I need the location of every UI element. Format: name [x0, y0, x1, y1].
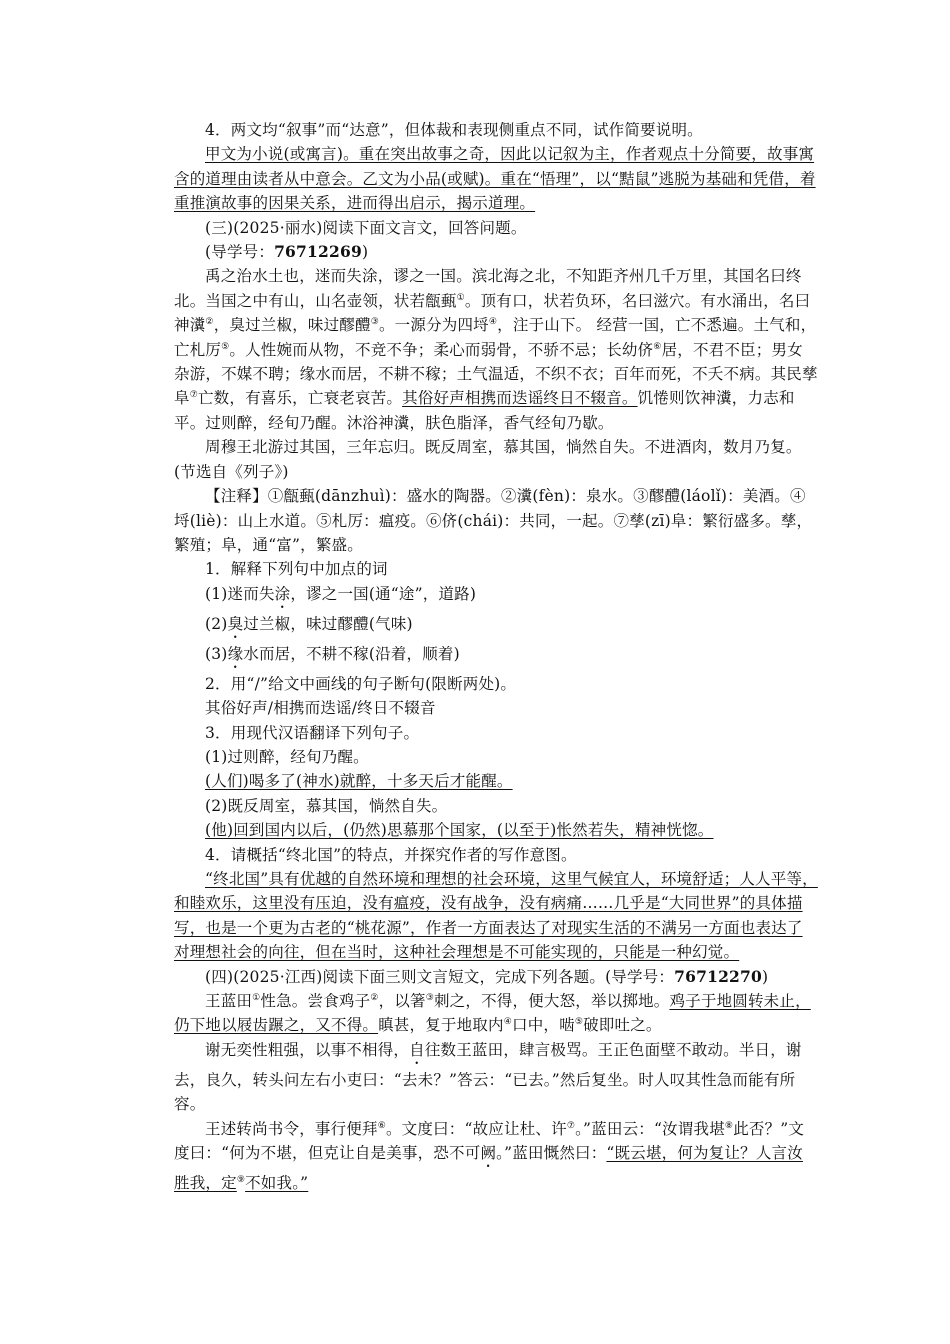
section3-notes: 【注释】①甔甀(dānzhuì)：盛水的陶器。②瀵(fèn)：泉水。③醪醴(láolǐ)：美酒。④埒(liè)：山上水道。⑤札厉：瘟疫。⑥侪(chái)：共同，一起。⑦孳(zī)阜：繁衍盛多。孳，繁殖；阜，通“富”，繁盛。: [174, 487, 813, 554]
section3-question-4: 4．请概括“终北国”的特点，并探究作者的写作意图。: [205, 845, 577, 864]
section4-story-2: [174, 1038, 818, 1117]
item-text: ，谬之一国(通“途”，道路): [290, 584, 477, 603]
passage-text: 饥惓则饮神瀵，力志和平。过则醉，经旬乃醒。沐浴神瀵，肤色脂泽，香气经旬乃歇。: [174, 389, 795, 432]
section4-header: [174, 965, 818, 989]
passage-text: 亡数，有喜乐，亡衰老哀苦。: [197, 389, 403, 408]
dotted-word: 自: [409, 1040, 425, 1059]
item-text: (3): [205, 644, 228, 663]
guide-close: ): [361, 243, 369, 262]
story-text: 破即吐之。: [583, 1016, 662, 1035]
section3-question-2: 2．用“/”给文中画线的句子断句(限断两处)。: [205, 674, 517, 693]
header-text: (四)(2025·江西)阅读下面三则文言短文，完成下列各题。(导学号：: [205, 967, 675, 986]
section3-question-3: 3．用现代汉语翻译下列句子。: [205, 723, 420, 742]
passage-text: 居，不君不臣；男女杂游，不媒不聘；缘水而居，不耕不稼；土气温适，不织不衣；百年而死，不夭不病。其民孳阜: [174, 340, 818, 408]
footnote-mark: ③: [425, 992, 434, 1003]
footnote-mark: ①: [252, 992, 261, 1003]
underlined-sentence: 其俗好声相携而迭谣终日不辍音。: [402, 389, 638, 408]
guide-label: (导学号：: [205, 243, 275, 262]
section3-q3-item-2: (2)既反周室，慕其国，惝然自失。: [205, 796, 448, 815]
dotted-word: 缘: [227, 644, 244, 663]
section3-q3-answer-2: [174, 818, 818, 842]
story-text: 王蓝田: [205, 992, 253, 1010]
passage-text: ，臭过兰椒，味过醪醴: [213, 316, 371, 335]
dotted-word: 臭: [227, 614, 244, 633]
story-text: 口中，: [512, 1016, 560, 1035]
footnote-mark: ⑦: [189, 390, 198, 401]
footnote-mark: ⑨: [236, 1174, 246, 1185]
footnote-mark: ②: [370, 992, 379, 1003]
footnote-mark: ⑦: [566, 1120, 576, 1131]
footnote-mark: ①: [456, 292, 465, 303]
section3-q1-item-3: [174, 642, 818, 672]
section3-answer-2: 其俗好声/相携而迭谣/终日不辍音: [205, 699, 436, 718]
footnote-mark: ⑥: [653, 341, 662, 352]
section3-passage-paragraph-2: 周穆王北游过其国，三年忘归。既反周室，慕其国，惝然自失。不进酒肉，数月乃复。(节选自《列子》): [174, 438, 802, 481]
passage-text: 。顶有口，状若负环，名曰滋穴。有水涌出，名曰神瀵: [174, 291, 811, 335]
story-text: ，以箸: [378, 992, 426, 1010]
item-text: 水而居，不耕不稼(沿着，顺着): [243, 644, 460, 663]
section3-q1-item-1: [174, 582, 818, 612]
story-text: 。文度曰：“故应让杜、许: [385, 1119, 567, 1138]
guide-number: 76712270: [674, 966, 763, 986]
section1-answer-4: 甲文为小说(或寓言)。重在突出故事之奇，因此以记叙为主，作者观点十分简要，故事寓含的道理由读者从中意会。乙文为小品(或赋)。重在“悟理”，以“黠鼠”逃脱为基础和凭借，着重推演故事的因果关系，进而得出启示，揭示道理。: [174, 145, 816, 213]
story-text: 刺之，不得，便大怒，举以掷地。: [433, 992, 670, 1010]
guide-number: 76712269: [274, 242, 362, 262]
section3-q3-item-1: (1)过则醉，经旬乃醒。: [205, 747, 369, 766]
story-text: 往数王蓝田，肆言极骂。王正色面壁不敢动。半日，谢去，良久，转头问左右小吏曰：“去未？”答云：“已去。”然后复坐。时人叹其性急而能有所容。: [174, 1040, 802, 1114]
story-text: 谢无奕性粗强，以事不相得，: [205, 1040, 410, 1059]
footnote-mark: ③: [370, 317, 379, 328]
underlined-sentence: “既云堪，何为复让？人言汝胜我，定: [174, 1144, 803, 1193]
underlined-sentence: 鸡子于地圆转未止，仍下地以屐齿蹍之，又不得。: [174, 992, 811, 1035]
footnote-mark: ⑧: [724, 1120, 734, 1131]
footnote-mark: ④: [488, 317, 498, 328]
section4-story-3: [174, 1117, 818, 1196]
section3-answer-4: “终北国”具有优越的自然环境和理想的社会环境，这里气候宜人，环境舒适；人人平等，和睦欢乐，这里没有压迫，没有瘟疫，没有战争，没有病痛……几乎是“大同世界”的具体描写，也是一个更为古老的“桃花源”，作者一方面表达了对现实生活的不满另一方面也表达了对理想社会的向往，但在当时，这种社会理想是不可能实现的，只能是一种幻觉。: [174, 869, 818, 962]
passage-text: 。一源分为四埒: [378, 316, 489, 335]
item-text: 过兰椒，味过醪醴(气味): [243, 614, 413, 633]
section3-question-1: 1．解释下列句中加点的词: [205, 560, 388, 579]
header-text: ): [762, 967, 769, 986]
passage-text: 。人性婉而从物，不竞不争；柔心而弱骨，不骄不忌；长幼侪: [229, 340, 654, 359]
section3-q1-item-2: [174, 612, 818, 642]
section3-q3-answer-1: [174, 769, 818, 793]
footnote-mark: ④: [503, 1017, 512, 1028]
dotted-word: 阙: [480, 1144, 497, 1163]
item-text: (2): [205, 614, 228, 633]
section4-story-1: [174, 989, 818, 1038]
answer-text: (他)回到国内以后，(仍然)思慕那个国家，(以至于)怅然若失，精神恍惚。: [205, 821, 714, 840]
story-text: 性急。尝食鸡子: [260, 992, 371, 1010]
item-text: (1)迷而失: [205, 584, 275, 603]
footnote-mark: ⑤: [574, 1017, 584, 1028]
footnote-mark: ⑤: [221, 341, 230, 352]
story-text: 王述转尚书令，事行便拜: [205, 1119, 378, 1138]
dotted-word: 涂: [274, 584, 291, 603]
section1-question-4: 4．两文均“叙事”而“达意”，但体裁和表现侧重点不同，试作简要说明。: [205, 121, 703, 139]
story-text: 。”蓝田慨然曰：: [496, 1144, 607, 1163]
story-text: 瞋甚，复于地取内: [378, 1016, 504, 1035]
bite-glyph: 啮: [559, 1016, 575, 1035]
story-text: 。”蓝田云：“汝谓我堪: [575, 1119, 725, 1138]
section3-guide-number: [174, 240, 818, 264]
passage-text: ，注于山下。 经营一国，亡不悉遍。土气和，亡札厉: [174, 316, 817, 359]
footnote-mark: ②: [205, 317, 214, 328]
footnote-mark: ⑥: [377, 1120, 386, 1131]
answer-text: (人们)喝多了(神水)就醉，十多天后才能醒。: [205, 772, 513, 791]
story-text: 此否？”文度曰：“何为不堪，但克让自是美事，恐不可: [174, 1119, 805, 1163]
underlined-sentence: 不如我。”: [245, 1174, 309, 1193]
section3-header: (三)(2025·丽水)阅读下面文言文，回答问题。: [205, 218, 527, 237]
section3-passage-paragraph-1: [174, 264, 818, 435]
passage-text: 禹之治水土也，迷而失涂，谬之一国。滨北海之北，不知距齐州几千万里，其国名曰终北。当国之中有山，山名壶领，状若甔甀: [174, 267, 802, 310]
